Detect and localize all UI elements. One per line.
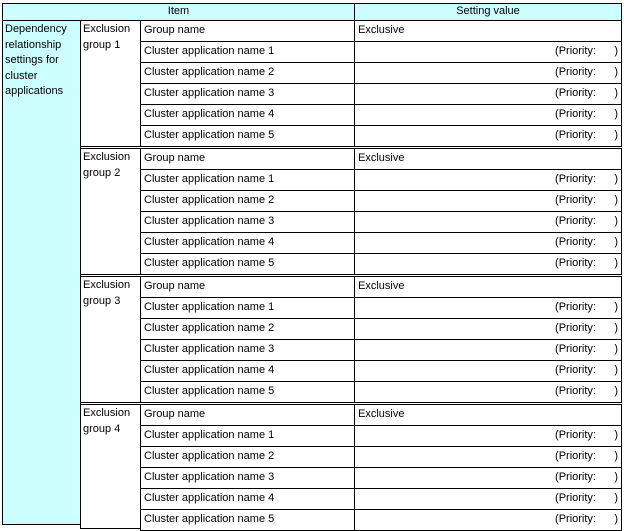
- settings-table: [2, 3, 622, 525]
- group-name-value[interactable]: Exclusive: [354, 148, 622, 170]
- priority-value-field[interactable]: [354, 467, 622, 489]
- priority-close-paren: ): [614, 343, 618, 355]
- cluster-application-label: Cluster application name 4: [140, 104, 355, 126]
- priority-label: (Priority:: [555, 343, 596, 355]
- priority-value-field[interactable]: [354, 318, 622, 340]
- cluster-application-label: Cluster application name 3: [140, 339, 355, 361]
- priority-value-field[interactable]: [354, 104, 622, 126]
- cluster-application-label: Cluster application name 5: [140, 509, 355, 531]
- priority-label: (Priority:: [555, 257, 596, 269]
- cluster-application-label: Cluster application name 1: [140, 41, 355, 63]
- cluster-application-label: Cluster application name 5: [140, 381, 355, 403]
- priority-close-paren: ): [614, 513, 618, 525]
- priority-value-field[interactable]: [354, 425, 622, 447]
- priority-label: (Priority:: [555, 87, 596, 99]
- priority-value-field[interactable]: [354, 360, 622, 382]
- exclusion-group-label: Exclusion group 2: [80, 148, 141, 275]
- priority-label: (Priority:: [555, 513, 596, 525]
- cluster-application-label: Cluster application name 2: [140, 62, 355, 84]
- exclusion-group-label: Exclusion group 3: [80, 276, 141, 403]
- priority-close-paren: ): [614, 492, 618, 504]
- priority-value-field[interactable]: [354, 169, 622, 191]
- priority-close-paren: ): [614, 108, 618, 120]
- priority-value-field[interactable]: [354, 339, 622, 361]
- priority-label: (Priority:: [555, 45, 596, 57]
- priority-close-paren: ): [614, 87, 618, 99]
- cluster-application-label: Cluster application name 4: [140, 360, 355, 382]
- cluster-application-label: Cluster application name 3: [140, 211, 355, 233]
- cluster-application-label: Cluster application name 4: [140, 232, 355, 254]
- group-name-value[interactable]: Exclusive: [354, 404, 622, 426]
- priority-close-paren: ): [614, 471, 618, 483]
- priority-value-field[interactable]: [354, 41, 622, 63]
- group-name-label: Group name: [140, 20, 355, 42]
- cluster-application-label: Cluster application name 1: [140, 169, 355, 191]
- cluster-application-label: Cluster application name 2: [140, 190, 355, 212]
- priority-close-paren: ): [614, 385, 618, 397]
- priority-value-field[interactable]: [354, 211, 622, 233]
- priority-close-paren: ): [614, 129, 618, 141]
- priority-label: (Priority:: [555, 385, 596, 397]
- cluster-application-label: Cluster application name 3: [140, 83, 355, 105]
- priority-value-field[interactable]: [354, 190, 622, 212]
- priority-label: (Priority:: [555, 66, 596, 78]
- group-name-label: Group name: [140, 148, 355, 170]
- priority-label: (Priority:: [555, 108, 596, 120]
- priority-close-paren: ): [614, 45, 618, 57]
- priority-close-paren: ): [614, 215, 618, 227]
- cluster-application-label: Cluster application name 3: [140, 467, 355, 489]
- priority-label: (Priority:: [555, 301, 596, 313]
- priority-label: (Priority:: [555, 492, 596, 504]
- priority-close-paren: ): [614, 173, 618, 185]
- priority-close-paren: ): [614, 322, 618, 334]
- priority-close-paren: ): [614, 364, 618, 376]
- priority-value-field[interactable]: [354, 253, 622, 275]
- group-name-value[interactable]: Exclusive: [354, 20, 622, 42]
- priority-value-field[interactable]: [354, 125, 622, 147]
- priority-label: (Priority:: [555, 194, 596, 206]
- cluster-application-label: Cluster application name 5: [140, 125, 355, 147]
- group-name-label: Group name: [140, 404, 355, 426]
- cluster-application-label: Cluster application name 5: [140, 253, 355, 275]
- priority-label: (Priority:: [555, 471, 596, 483]
- priority-label: (Priority:: [555, 364, 596, 376]
- priority-label: (Priority:: [555, 173, 596, 185]
- priority-value-field[interactable]: [354, 446, 622, 468]
- priority-label: (Priority:: [555, 429, 596, 441]
- priority-label: (Priority:: [555, 236, 596, 248]
- header-item: Item: [2, 3, 355, 21]
- priority-label: (Priority:: [555, 129, 596, 141]
- priority-close-paren: ): [614, 257, 618, 269]
- priority-label: (Priority:: [555, 322, 596, 334]
- group-name-value[interactable]: Exclusive: [354, 276, 622, 298]
- priority-close-paren: ): [614, 301, 618, 313]
- priority-close-paren: ): [614, 66, 618, 78]
- priority-value-field[interactable]: [354, 381, 622, 403]
- priority-value-field[interactable]: [354, 62, 622, 84]
- priority-label: (Priority:: [555, 450, 596, 462]
- exclusion-group-label: Exclusion group 1: [80, 20, 141, 147]
- dependency-settings-label: Dependency relationship settings for cluster applications: [2, 20, 81, 525]
- header-setting-value: Setting value: [354, 3, 622, 21]
- exclusion-group-label: Exclusion group 4: [80, 404, 141, 529]
- priority-label: (Priority:: [555, 215, 596, 227]
- cluster-application-label: Cluster application name 2: [140, 446, 355, 468]
- group-name-label: Group name: [140, 276, 355, 298]
- priority-close-paren: ): [614, 194, 618, 206]
- priority-value-field[interactable]: [354, 232, 622, 254]
- priority-value-field[interactable]: [354, 488, 622, 510]
- cluster-application-label: Cluster application name 2: [140, 318, 355, 340]
- priority-value-field[interactable]: [354, 83, 622, 105]
- priority-close-paren: ): [614, 429, 618, 441]
- cluster-application-label: Cluster application name 4: [140, 488, 355, 510]
- cluster-application-label: Cluster application name 1: [140, 425, 355, 447]
- priority-close-paren: ): [614, 450, 618, 462]
- priority-close-paren: ): [614, 236, 618, 248]
- priority-value-field[interactable]: [354, 297, 622, 319]
- cluster-application-label: Cluster application name 1: [140, 297, 355, 319]
